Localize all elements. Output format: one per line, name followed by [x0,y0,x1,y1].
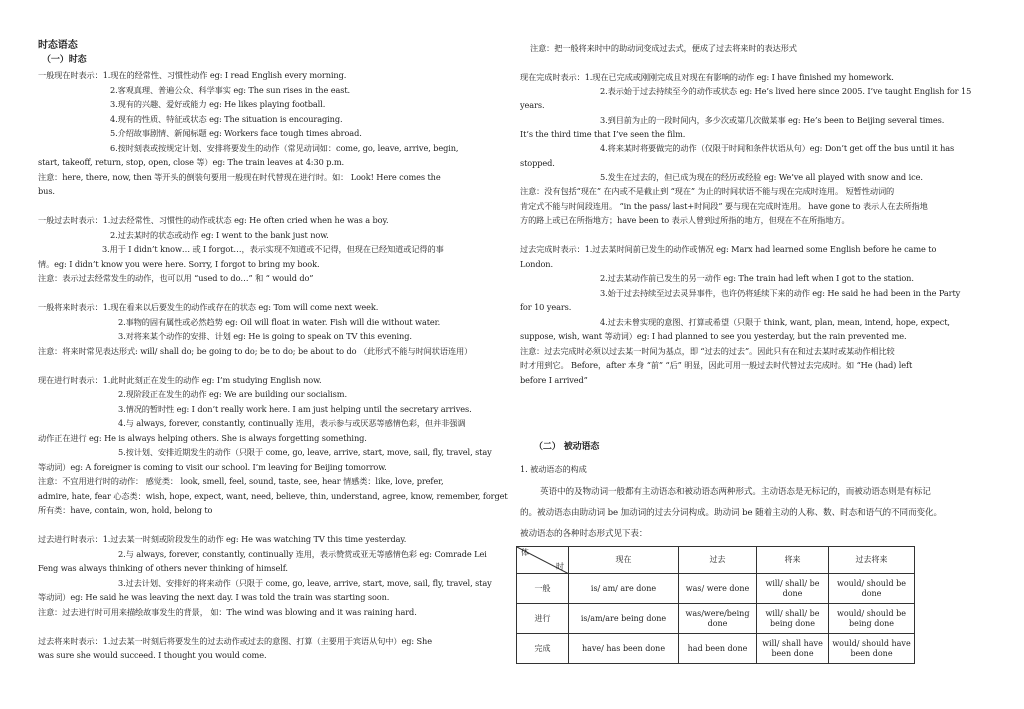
text-line: 方的路上或已在所指地方；have been to 表示人曾到过所指的地方，但现在不在所指地方。 [520,215,850,225]
text-line: 情。eg: I didn’t know you were here. Sorry, I forgot to bring my book. [38,259,320,269]
text-line: 注意：没有包括“现在” 在内或不是截止到 “现在” 为止的时间状语不能与现在完成时连用。 短暂性动词的 [520,186,895,196]
text-line: 注意：不宜用进行时的动作： 感觉类： look, smell, feel, sound, taste, see, hear 情感类：like, love, prefer, [38,476,444,486]
corner-label-aspect: 体 [521,548,529,557]
text-line: start, takeoff, return, stop, open, close 等）eg: The train leaves at 4:30 p.m. [38,157,344,167]
text-line: 2.过去某动作前已发生的另一动作 eg: The train had left when I got to the station. [600,273,914,283]
passive-subheading: 1. 被动语态的构成 [520,464,587,474]
table-row-label: 完成 [517,634,569,664]
passive-voice-table [516,546,915,664]
text-line: 所有类：have, contain, won, hold, belong to [38,505,213,515]
table-header-cell: 现在 [569,547,679,574]
text-line: 注意：过去进行时可用来描绘故事发生的背景， 如：The wind was blowing and it was raining hard. [38,607,417,617]
text-line: 4.过去未曾实现的意图、打算或希望（只限于 think, want, plan, mean, intend, hope, expect, [600,317,950,327]
text-line: 3.用于 I didn’t know… 或 I forgot…，表示实现不知道或不记得，但现在已经知道或记得的事 [102,244,444,254]
table-header-cell: 过去将来 [829,547,915,574]
doc-title: 时态语态 [38,40,78,51]
text-line: 4.现有的性质、特征或状态 eg: The situation is encouraging. [110,114,343,124]
table-corner-cell [517,547,569,574]
table-cell: would/ should be being done [829,604,915,634]
text-line: 过去完成时表示：1.过去某时间前已发生的动作或情况 eg: Marx had learned some English before he came to [520,244,937,254]
text-line: 3.情况的暂时性 eg: I don’t really work here. I am just helping until the secretary arrives. [118,404,472,414]
text-line: 注意：here, there, now, then 等开头的倒装句要用一般现在时代替现在进行时。如： Look! Here comes the [38,172,441,182]
table-row [517,634,915,664]
text-line: 时才用到它。 Before，after 本身 “前” “后” 明显，因此可用一般过去时代替过去完成时。如 “He (had) left [520,360,913,370]
text-line: for 10 years. [520,302,572,312]
text-line: 6.按时刻表或按规定计划、安排将要发生的动作（常见动词如：come, go, leave, arrive, begin, [110,143,459,153]
table-cell: is/am/are being done [569,604,679,634]
table-cell: was/were/being done [679,604,757,634]
section-tenses-heading: （一）时态 [42,55,87,65]
section-passive-heading: （二） 被动语态 [534,442,600,452]
table-header-cell: 过去 [679,547,757,574]
corner-label-tense: 时 [556,562,564,571]
text-line: 肯定式不能与时间段连用。 “in the pass/ last+时间段” 要与现在完成时连用。 have gone to 表示人在去所指地 [520,201,928,211]
text-line: 4.与 always, forever, constantly, continually 连用，表示参与或厌恶等感情色彩，但并非强调 [118,418,466,428]
table-cell: would/ should be done [829,574,915,604]
passive-paragraph-line: 的。被动语态由助动词 be 加动词的过去分词构成。助动词 be 随着主动的人称、数、时态和语气的不同而变化。 [520,508,943,518]
table-cell: will/ shall have been done [757,634,829,664]
table-row-label: 进行 [517,604,569,634]
table-cell: is/ am/ are done [569,574,679,604]
table-row [517,574,915,604]
text-line: 3.始于过去持续至过去灵异事件，也许仍将延续下来的动作 eg: He said he had been in the Party [600,288,961,298]
text-line: 过去将来时表示：1.过去某一时刻后将要发生的过去动作或过去的意图、打算（主要用于宾语从句中）eg: She [38,636,432,646]
text-line: admire, hate, fear 心态类：wish, hope, expect, want, need, believe, thin, understand, agree, know, remember, forget [38,491,508,501]
table-row-label: 一般 [517,574,569,604]
passive-table-intro: 被动语态的各种时态形式见下表： [520,529,648,539]
table-cell: had been done [679,634,757,664]
text-line: 注意：将来时常见表达形式: will/ shall do; be going to do; be to do; be about to do （此形式不能与时间状语连用） [38,346,473,356]
text-line: London. [520,259,553,269]
table-cell: have/ has been done [569,634,679,664]
text-line: 3.现有的兴趣、爱好或能力 eg: He likes playing football. [110,99,326,109]
text-line: It’s the third time that I’ve seen the film. [520,129,686,139]
text-line: 一般将来时表示：1.现在看来以后要发生的动作或存在的状态 eg: Tom will come next week. [38,302,379,312]
text-line: stopped. [520,158,555,168]
text-line: 3.过去计划、安排好的将来动作（只限于 come, go, leave, arrive, start, move, sail, fly, travel, stay [118,578,492,588]
text-line: 等动词）eg: He said he was leaving the next day. I was told the train was starting soon. [38,592,390,602]
table-cell: will/ shall/ be being done [757,604,829,634]
text-line: 3.对将来某个动作的安排、计划 eg: He is going to speak on TV this evening. [118,331,412,341]
text-line: 5.按计划、安排近期发生的动作（只限于 come, go, leave, arrive, start, move, sail, fly, travel, stay [118,447,492,457]
text-line: 5.发生在过去的，但已成为现在的经历或经验 eg: We’ve all played with snow and ice. [600,172,923,182]
text-line: 2.事物的固有属性或必然趋势 eg: Oil will float in water. Fish will die without water. [118,317,441,327]
text-line: 4.将来某时将要做完的动作（仅限于时间和条件状语从句）eg: Don’t get off the bus until it has [600,143,955,153]
table-cell: would/ should have been done [829,634,915,664]
text-line: 2.现阶段正在发生的动作 eg: We are building our socialism. [118,389,347,399]
text-line: 注意：过去完成时必须以过去某一时间为基点，即 “过去的过去”。因此只有在和过去某时或某动作相比较 [520,346,895,356]
text-line: 3.到目前为止的一段时间内，多少次或第几次做某事 eg: He’s been to Beijing several times. [600,115,945,125]
text-line: was sure she would succeed. I thought you would come. [38,650,267,660]
text-line: before I arrived” [520,375,588,385]
text-line: 2.客观真理、普遍公众、科学事实 eg: The sun rises in the east. [110,85,351,95]
text-line: 一般过去时表示：1.过去经常性、习惯性的动作或状态 eg: He often cried when he was a boy. [38,215,389,225]
table-header-cell: 将来 [757,547,829,574]
text-line: 2.表示始于过去持续至今的动作或状态 eg: He’s lived here since 2005. I’ve taught English for 15 [600,86,972,96]
text-line: 注意：表示过去经常发生的动作，也可以用 “used to do…” 和 “ would do” [38,273,314,283]
text-line: bus. [38,186,55,196]
text-line: 2.过去某时的状态或动作 eg: I went to the bank just now. [110,230,329,240]
past-future-note: 注意：把一般将来时中的助动词变成过去式，便成了过去将来时的表达形式 [530,43,797,53]
text-line: 现在进行时表示：1.此时此刻正在发生的动作 eg: I’m studying English now. [38,375,322,385]
text-line: 过去进行时表示：1.过去某一时刻或阶段发生的动作 eg: He was watching TV this time yesterday. [38,534,407,544]
text-line: years. [520,100,545,110]
text-line: Feng was always thinking of others never thinking of himself. [38,563,288,573]
table-cell: was/ were done [679,574,757,604]
text-line: 5.介绍故事剧情、新闻标题 eg: Workers face tough times abroad. [110,128,362,138]
text-line: 等动词）eg: A foreigner is coming to visit our school. I’m leaving for Beijing tomorrow. [38,462,387,472]
text-line: 动作正在进行 eg: He is always helping others. She is always forgetting something. [38,433,367,443]
text-line: 一般现在时表示：1.现在的经常性、习惯性动作 eg: I read English every morning. [38,70,347,80]
text-line: suppose, wish, want 等动词）eg: I had planned to see you yesterday, but the rain prevented me. [520,331,907,341]
table-row [517,604,915,634]
table-cell: will/ shall/ be done [757,574,829,604]
table-header-row [517,547,915,574]
text-line: 2.与 always, forever, constantly, continually 连用，表示赞赏或亚无等感情色彩 eg: Comrade Lei [118,549,487,559]
text-line: 现在完成时表示：1.现在已完成或刚刚完成且对现在有影响的动作 eg: I have finished my homework. [520,72,894,82]
passive-paragraph-line: 英语中的及物动词一般都有主动语态和被动语态两种形式。主动语态是无标记的，而被动语态则是有标记 [540,487,931,497]
